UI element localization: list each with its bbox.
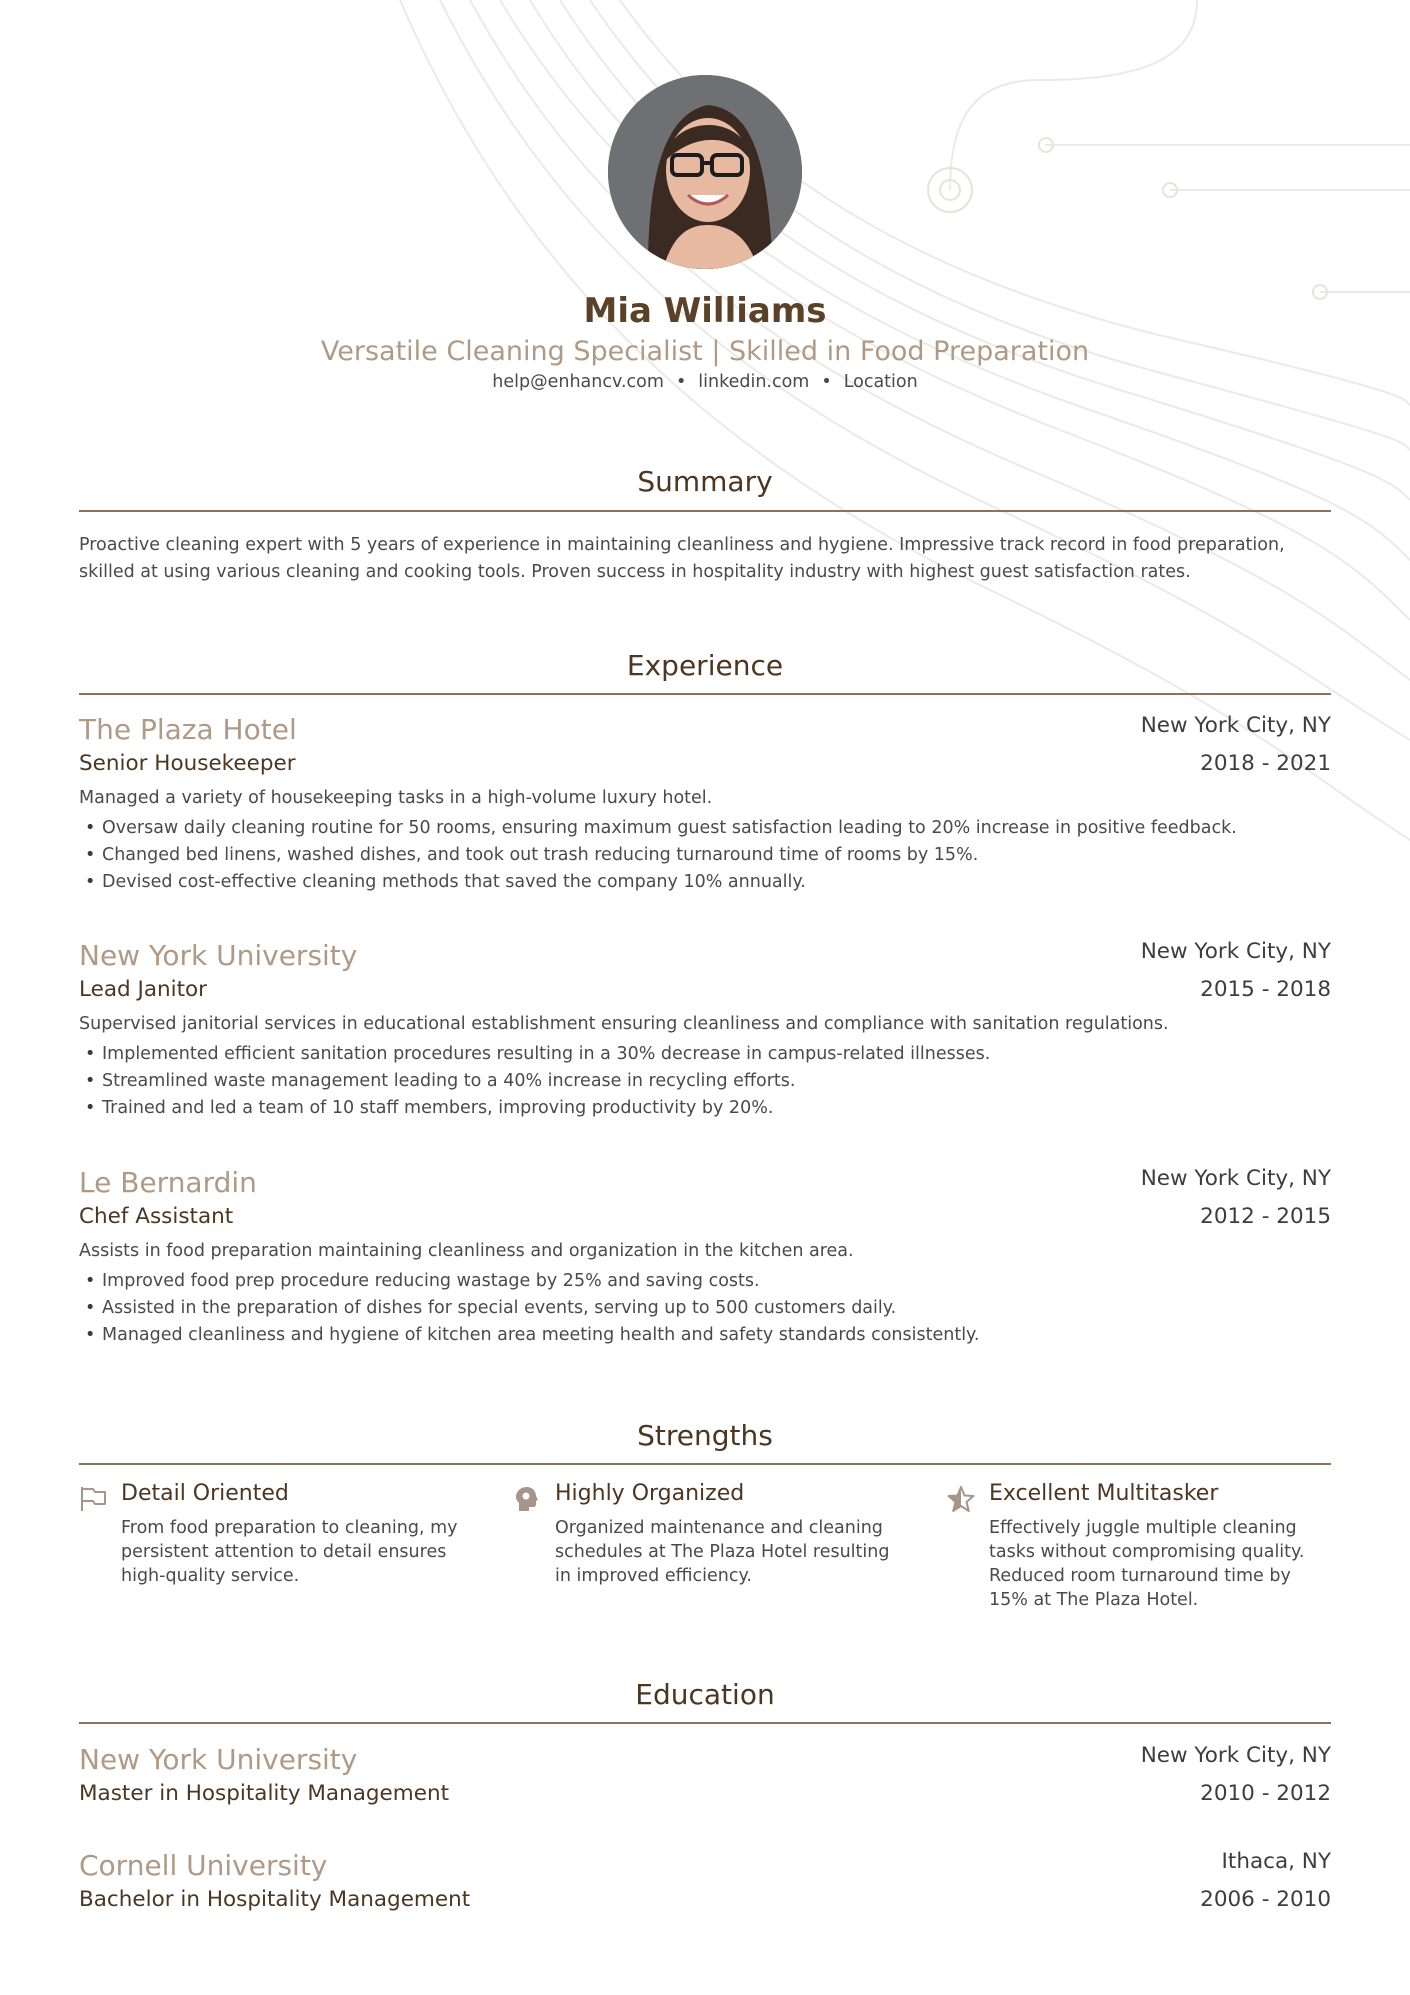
job-location: New York City, NY — [1140, 939, 1331, 964]
job-description: Assists in food preparation maintaining cleanliness and organization in the kitchen area. — [79, 1241, 854, 1261]
achievement-list — [79, 1268, 979, 1349]
school-location: New York City, NY — [1140, 1743, 1331, 1768]
job-description: Supervised janitorial services in educational establishment ensuring cleanliness and compliance with sanitation regulations. — [79, 1014, 1169, 1034]
experience-heading: Experience — [626, 649, 784, 682]
flag-icon — [79, 1485, 107, 1513]
email-link[interactable]: help@enhancv.com — [492, 372, 664, 392]
strength-description: Effectively juggle multiple cleaning tasks without compromising quality. Reduced room turnaround time by 15% at The Plaza Hotel. — [989, 1518, 1305, 1610]
strength-description: From food preparation to cleaning, my persistent attention to detail ensures high-quality service. — [121, 1518, 458, 1586]
section-divider — [79, 1463, 1331, 1465]
education-heading: Education — [635, 1678, 775, 1711]
separator-dot: • — [675, 372, 687, 392]
separator-dot: • — [821, 372, 832, 392]
job-title: Chef Assistant — [79, 1204, 234, 1229]
degree-name: Master in Hospitality Management — [79, 1781, 450, 1806]
avatar — [608, 75, 802, 269]
summary-heading: Summary — [637, 465, 773, 498]
strength-title: Detail Oriented — [121, 1481, 289, 1506]
job-location: New York City, NY — [1140, 713, 1331, 738]
school-location: Ithaca, NY — [1221, 1849, 1331, 1874]
job-location: New York City, NY — [1140, 1166, 1331, 1191]
achievement-item: • Oversaw daily cleaning routine for 50 rooms, ensuring maximum guest satisfaction leading to 20% increase in positive feedback. — [79, 815, 1237, 842]
achievement-item: • Managed cleanliness and hygiene of kitchen area meeting health and safety standards consistently. — [79, 1322, 979, 1349]
job-dates: 2012 - 2015 — [1200, 1204, 1331, 1229]
achievement-item: • Assisted in the preparation of dishes for special events, serving up to 500 customers daily. — [79, 1295, 979, 1322]
company-name: The Plaza Hotel — [79, 713, 297, 746]
linkedin-link[interactable]: linkedin.com — [698, 372, 810, 392]
candidate-tagline: Versatile Cleaning Specialist | Skilled in Food Preparation — [320, 336, 1090, 367]
company-name: New York University — [79, 939, 358, 972]
candidate-name: Mia Williams — [583, 291, 827, 331]
section-divider — [79, 510, 1331, 512]
job-title: Lead Janitor — [79, 977, 208, 1002]
section-divider — [79, 693, 1331, 695]
achievement-item: • Streamlined waste management leading to a 40% increase in recycling efforts. — [79, 1068, 990, 1095]
education-dates: 2006 - 2010 — [1200, 1887, 1331, 1912]
strength-description: Organized maintenance and cleaning schedules at The Plaza Hotel resulting in improved efficiency. — [555, 1518, 890, 1586]
achievement-item: • Improved food prep procedure reducing wastage by 25% and saving costs. — [79, 1268, 979, 1295]
job-dates: 2018 - 2021 — [1200, 751, 1331, 776]
star-icon — [947, 1485, 975, 1513]
job-description: Managed a variety of housekeeping tasks in a high-volume luxury hotel. — [79, 788, 713, 808]
achievement-list — [79, 1041, 990, 1122]
section-divider — [79, 1722, 1331, 1724]
degree-name: Bachelor in Hospitality Management — [79, 1887, 471, 1912]
strengths-heading: Strengths — [637, 1419, 773, 1452]
achievement-item: • Implemented efficient sanitation procedures resulting in a 30% decrease in campus-related illnesses. — [79, 1041, 990, 1068]
avatar-photo-icon — [608, 75, 802, 269]
school-name: Cornell University — [79, 1849, 328, 1882]
strength-title: Highly Organized — [555, 1481, 745, 1506]
school-name: New York University — [79, 1743, 358, 1776]
job-title: Senior Housekeeper — [79, 751, 296, 776]
summary-text: Proactive cleaning expert with 5 years of experience in maintaining cleanliness and hygiene. Impressive track record in food preparation, skilled at using various cleaning and cooking tools. Proven success in hospitality industry with highest guest satisfaction rates. — [79, 535, 1285, 582]
location-text: Location — [843, 372, 918, 392]
achievement-item: • Devised cost-effective cleaning methods that saved the company 10% annually. — [79, 869, 1237, 896]
contact-line — [0, 372, 1410, 392]
company-name: Le Bernardin — [79, 1166, 257, 1199]
strength-title: Excellent Multitasker — [989, 1481, 1219, 1506]
education-dates: 2010 - 2012 — [1200, 1781, 1331, 1806]
achievement-list — [79, 815, 1237, 896]
head-icon — [513, 1485, 541, 1513]
job-dates: 2015 - 2018 — [1200, 977, 1331, 1002]
achievement-item: • Trained and led a team of 10 staff members, improving productivity by 20%. — [79, 1095, 990, 1122]
achievement-item: • Changed bed linens, washed dishes, and took out trash reducing turnaround time of rooms by 15%. — [79, 842, 1237, 869]
